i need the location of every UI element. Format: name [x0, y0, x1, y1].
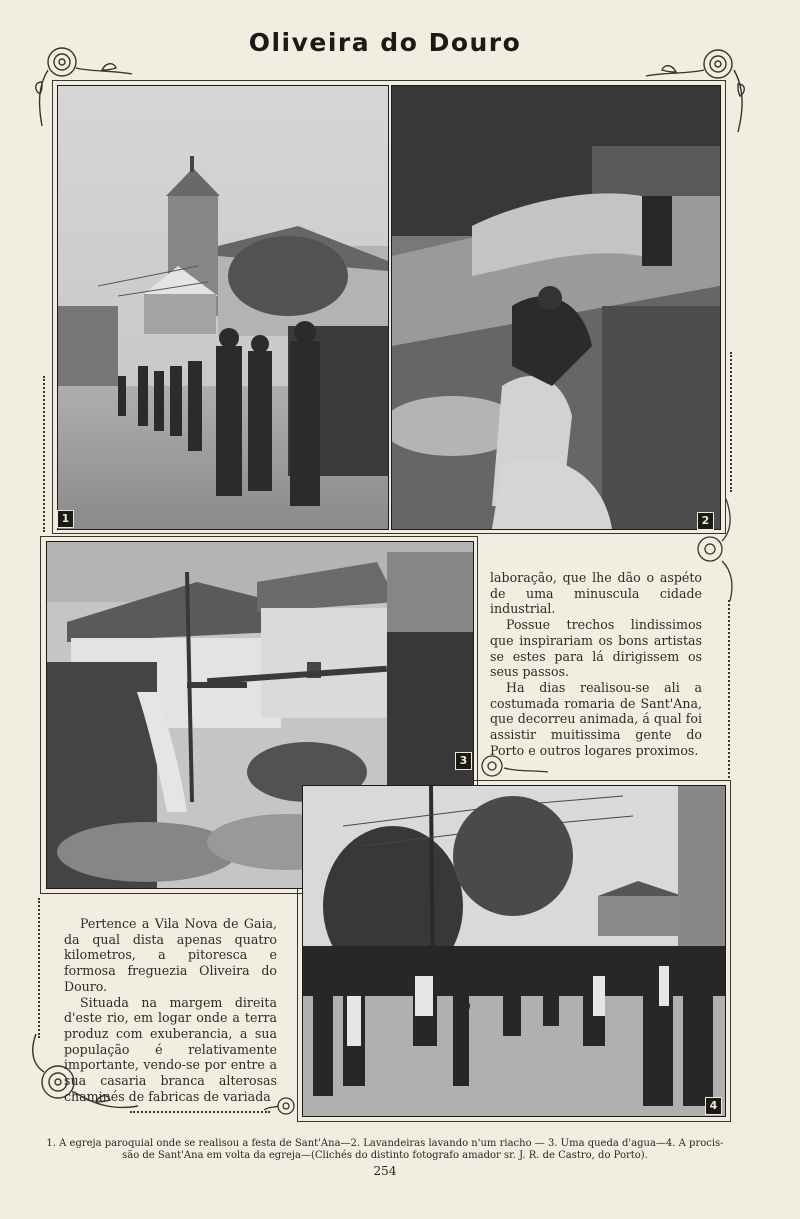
caption-line: são de Sant'Ana em volta da egreja—(Clichés do distinto fotografo amador sr. J. R. de Castro, do Porto). — [122, 1150, 648, 1161]
dotted-rule — [43, 376, 45, 532]
dotted-rule — [38, 898, 40, 1038]
caption-line: 1. A egreja paroquial onde se realisou a festa de Sant'Ana—2. Lavandeiras lavando n'um riacho — 3. Uma queda d'agua—4. A procis- — [46, 1138, 724, 1149]
article-paragraph: Pertence a Vila Nova de Gaia, da qual dista apenas quatro kilometros, a pitoresca e formosa freguezia Oliveira do Douro. — [64, 916, 277, 994]
article-paragraph: Possue trechos lindissimos que inspirariam os bons artistas se estes para lá dirigissem os seus passos. — [490, 617, 702, 680]
article-paragraph: Ha dias realisou-se ali a costumada romaria de Sant'Ana, que decorreu animada, á qual foi assistir muitissima gente do Porto e outros logares proximos. — [490, 679, 702, 758]
procession-photo — [302, 785, 726, 1117]
washerwomen-photo — [391, 85, 721, 530]
photo-number-badge: 2 — [697, 512, 714, 530]
photo-number-badge: 1 — [57, 510, 74, 528]
article-paragraph: Situada na margem direita d'este rio, em logar onde a terra produz com exuberancia, a sua população é relativamente importante, vendo-se por entre a sua casaria branca alterosas chaminés de fabricas de variada — [64, 994, 277, 1104]
article-paragraph: laboração, que lhe dão o aspéto de uma minuscula cidade industrial. — [490, 570, 702, 617]
article-text-right — [490, 570, 702, 758]
dotted-rule — [728, 600, 730, 778]
photo-caption — [40, 1138, 730, 1162]
photo-number-badge: 3 — [455, 752, 472, 770]
page-title: Oliveira do Douro — [248, 28, 522, 57]
photo-number-badge: 4 — [705, 1097, 722, 1115]
dotted-rule — [130, 1111, 270, 1113]
dotted-rule — [730, 352, 732, 492]
page-number: 254 — [373, 1164, 397, 1178]
article-text-left — [64, 916, 277, 1104]
church-procession-photo — [57, 85, 389, 530]
